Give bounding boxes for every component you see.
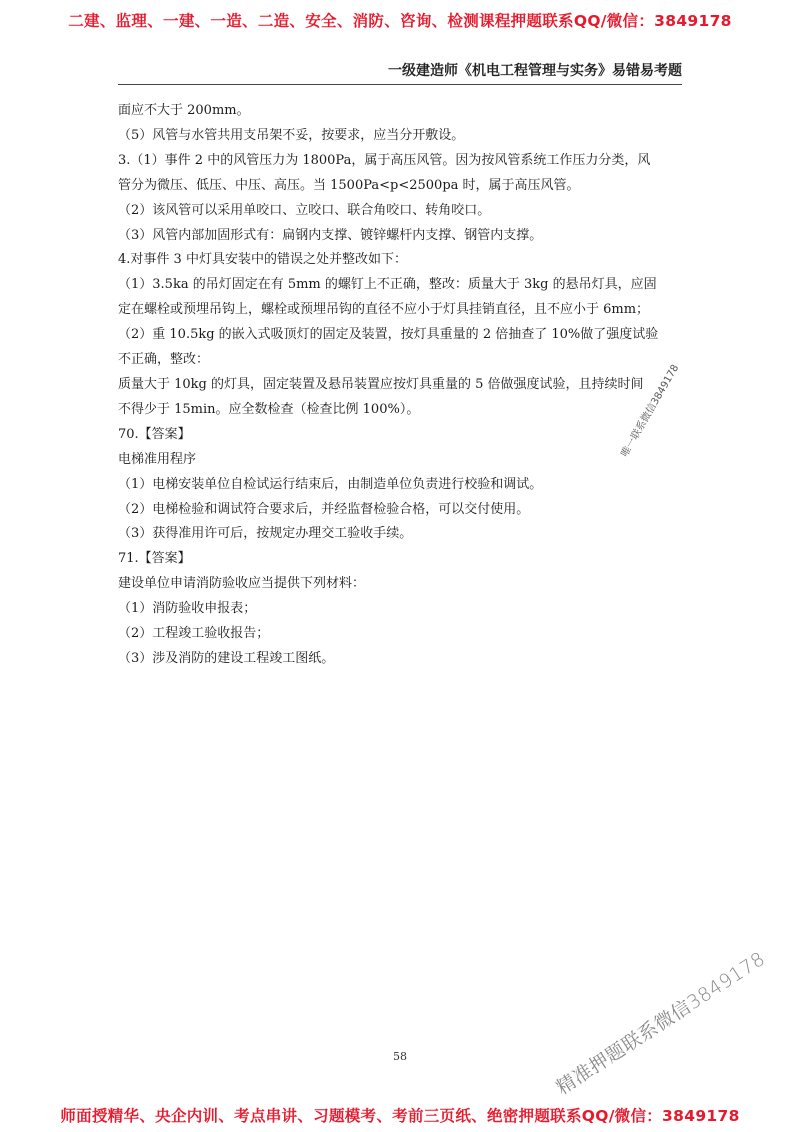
running-header-title: 一级建造师《机电工程管理与实务》易错易考题: [388, 63, 682, 79]
text-line: （3）获得准用许可后，按规定办理交工验收手续。: [118, 526, 413, 542]
text-line: （2）重 10.5kg 的嵌入式吸顶灯的固定及装置，按灯具重量的 2 倍抽查了 10%做了强度试验: [118, 327, 659, 343]
text-line: （1）消防验收申报表；: [118, 601, 257, 617]
text-line: 定在螺栓或预埋吊钩上，螺栓或预埋吊钩的直径不应小于灯具挂销直径，且不应小于 6mm；: [118, 302, 650, 318]
watermark-large: 精准押题联系微信3849178: [552, 947, 770, 1100]
answer-heading-70: 70.【答案】: [118, 426, 191, 442]
text-line: （5）风管与水管共用支吊架不妥，按要求，应当分开敷设。: [118, 127, 465, 143]
text-line: 不正确，整改：: [118, 352, 210, 368]
text-line: 3.（1）事件 2 中的风管压力为 1800Pa，属于高压风管。因为按风管系统工作压力分类，风: [118, 152, 651, 168]
text-line: （2）该风管可以采用单咬口、立咬口、联合角咬口、转角咬口。: [118, 202, 491, 218]
text-line: （2）电梯检验和调试符合要求后，并经监督检验合格，可以交付使用。: [118, 501, 530, 517]
text-line: 电梯准用程序: [118, 451, 197, 467]
top-promo-banner: 二建、监理、一建、一造、二造、安全、消防、咨询、检测课程押题联系QQ/微信：3849178: [68, 12, 732, 30]
answer-heading-71: 71.【答案】: [118, 551, 191, 567]
text-line: （3）风管内部加固形式有：扁钢内支撑、镀锌螺杆内支撑、钢管内支撑。: [118, 227, 543, 243]
text-line: 不得少于 15min。应全数检查（检查比例 100%）。: [118, 401, 420, 417]
watermark-small: 唯一联系微信3849178: [619, 362, 682, 459]
text-line: 面应不大于 200mm。: [118, 103, 250, 118]
text-line: （1）3.5ka 的吊灯固定在有 5mm 的螺钉上不正确，整改：质量大于 3kg 的悬吊灯具，应固: [118, 277, 657, 293]
bottom-promo-banner: 师面授精华、央企内训、考点串讲、习题模考、考前三页纸、绝密押题联系QQ/微信：3849178: [60, 1107, 740, 1125]
text-line: （3）涉及消防的建设工程竣工图纸。: [118, 650, 335, 666]
text-line: 质量大于 10kg 的灯具，固定装置及悬吊装置应按灯具重量的 5 倍做强度试验，且持续时间: [118, 376, 644, 392]
text-line: （2）工程竣工验收报告；: [118, 626, 270, 642]
text-line: 管分为微压、低压、中压、高压。当 1500Pa<p<2500pa 时，属于高压风管。: [118, 177, 580, 193]
answer-body: [118, 99, 684, 672]
header-divider: [118, 84, 682, 85]
page-number: 58: [393, 1050, 407, 1063]
text-line: 建设单位申请消防验收应当提供下列材料：: [118, 576, 366, 592]
text-line: 4.对事件 3 中灯具安装中的错误之处并整改如下：: [118, 252, 407, 268]
text-line: （1）电梯安装单位自检试运行结束后，由制造单位负责进行校验和调试。: [118, 476, 543, 492]
